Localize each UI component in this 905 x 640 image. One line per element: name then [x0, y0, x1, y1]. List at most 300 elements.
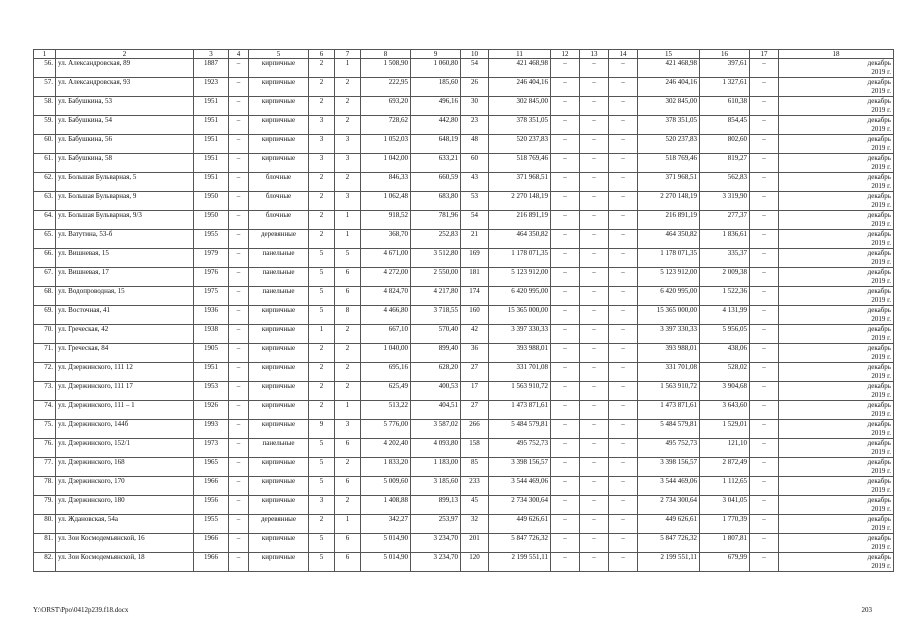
cell-c6: 5	[309, 553, 335, 572]
cell-m2: 2019 г.	[779, 505, 894, 514]
cell-c12: –	[551, 344, 580, 363]
cell-c6: 2	[309, 515, 335, 534]
cell-c7: 3	[335, 192, 361, 211]
cell-c13: –	[580, 325, 609, 344]
cell-year: 1951	[194, 135, 229, 154]
cell-c6: 2	[309, 59, 335, 78]
cell-c15: 495 752,73	[638, 439, 700, 458]
cell-c16: 277,37	[700, 211, 750, 230]
column-number: 12	[551, 50, 580, 59]
cell-c8: 5 014,90	[361, 553, 411, 572]
cell-year: 1950	[194, 192, 229, 211]
cell-c17: –	[750, 325, 779, 344]
cell-mat: кирпичные	[249, 97, 309, 116]
cell-c15: 3 398 156,57	[638, 458, 700, 477]
cell-c4: –	[229, 154, 249, 173]
cell-c15: 1 178 071,35	[638, 249, 700, 268]
cell-c12: –	[551, 135, 580, 154]
cell-c10: 181	[461, 268, 489, 287]
cell-m2: 2019 г.	[779, 125, 894, 134]
cell-m2: 2019 г.	[779, 543, 894, 552]
cell-n: 75.	[34, 420, 56, 439]
cell-m2: 2019 г.	[779, 562, 894, 571]
cell-n: 66.	[34, 249, 56, 268]
cell-c13: –	[580, 59, 609, 78]
cell-year: 1973	[194, 439, 229, 458]
cell-c12: –	[551, 268, 580, 287]
cell-c12: –	[551, 439, 580, 458]
cell-year: 1887	[194, 59, 229, 78]
cell-c14: –	[609, 344, 638, 363]
cell-c17: –	[750, 78, 779, 97]
cell-c4: –	[229, 211, 249, 230]
cell-c12: –	[551, 116, 580, 135]
cell-c9: 2 550,00	[411, 268, 461, 287]
cell-n: 81.	[34, 534, 56, 553]
cell-c15: 5 847 726,32	[638, 534, 700, 553]
cell-m1: декабрь	[779, 477, 894, 487]
cell-year: 1951	[194, 173, 229, 192]
cell-c8: 1 408,88	[361, 496, 411, 515]
cell-c4: –	[229, 59, 249, 78]
cell-c11: 15 365 000,00	[489, 306, 551, 325]
cell-c7: 3	[335, 154, 361, 173]
cell-year: 1966	[194, 553, 229, 572]
cell-c13: –	[580, 420, 609, 439]
cell-n: 60.	[34, 135, 56, 154]
cell-c7: 1	[335, 211, 361, 230]
cell-m1: декабрь	[779, 534, 894, 544]
cell-m1: декабрь	[779, 192, 894, 202]
cell-addr: ул. Дзержинского, 111 – 1	[56, 401, 194, 420]
cell-c17: –	[750, 534, 779, 553]
cell-c4: –	[229, 344, 249, 363]
cell-c9: 648,19	[411, 135, 461, 154]
cell-c15: 5 123 912,00	[638, 268, 700, 287]
cell-c11: 421 468,98	[489, 59, 551, 78]
cell-c10: 27	[461, 401, 489, 420]
cell-c9: 252,83	[411, 230, 461, 249]
cell-c10: 45	[461, 496, 489, 515]
cell-c4: –	[229, 192, 249, 211]
cell-c4: –	[229, 230, 249, 249]
cell-addr: ул. Бабушкина, 53	[56, 97, 194, 116]
cell-c6: 3	[309, 496, 335, 515]
cell-c17: –	[750, 458, 779, 477]
cell-year: 1955	[194, 515, 229, 534]
cell-c17: –	[750, 173, 779, 192]
cell-c7: 3	[335, 420, 361, 439]
cell-addr: ул. Водопроводная, 15	[56, 287, 194, 306]
cell-c17: –	[750, 477, 779, 496]
cell-c16: 1 522,36	[700, 287, 750, 306]
cell-c8: 695,16	[361, 363, 411, 382]
cell-c14: –	[609, 287, 638, 306]
cell-c12: –	[551, 192, 580, 211]
cell-c11: 216 891,19	[489, 211, 551, 230]
column-number: 18	[779, 50, 894, 59]
cell-mat: кирпичные	[249, 325, 309, 344]
cell-c9: 633,21	[411, 154, 461, 173]
cell-c17: –	[750, 515, 779, 534]
cell-c15: 2 734 300,64	[638, 496, 700, 515]
cell-c4: –	[229, 116, 249, 135]
cell-c14: –	[609, 401, 638, 420]
table-row	[34, 325, 894, 335]
table-row	[34, 268, 894, 278]
cell-mat: кирпичные	[249, 78, 309, 97]
cell-mat: кирпичные	[249, 553, 309, 572]
cell-m2: 2019 г.	[779, 429, 894, 438]
cell-year: 1951	[194, 116, 229, 135]
cell-n: 77.	[34, 458, 56, 477]
cell-m1: декабрь	[779, 420, 894, 430]
cell-c17: –	[750, 211, 779, 230]
cell-m2: 2019 г.	[779, 201, 894, 210]
cell-mat: деревянные	[249, 230, 309, 249]
cell-m1: декабрь	[779, 135, 894, 145]
cell-c6: 5	[309, 268, 335, 287]
cell-m1: декабрь	[779, 268, 894, 278]
cell-n: 78.	[34, 477, 56, 496]
cell-c6: 5	[309, 306, 335, 325]
cell-c14: –	[609, 496, 638, 515]
cell-m1: декабрь	[779, 401, 894, 411]
cell-mat: кирпичные	[249, 344, 309, 363]
cell-c13: –	[580, 211, 609, 230]
cell-c6: 2	[309, 382, 335, 401]
cell-c15: 520 237,83	[638, 135, 700, 154]
cell-mat: кирпичные	[249, 363, 309, 382]
cell-mat: блочные	[249, 192, 309, 211]
cell-m2: 2019 г.	[779, 372, 894, 381]
cell-year: 1923	[194, 78, 229, 97]
cell-c11: 3 397 330,33	[489, 325, 551, 344]
table-row	[34, 534, 894, 544]
column-number: 14	[609, 50, 638, 59]
cell-c17: –	[750, 192, 779, 211]
cell-c6: 5	[309, 287, 335, 306]
column-number: 11	[489, 50, 551, 59]
cell-c16: 528,02	[700, 363, 750, 382]
cell-c16: 1 112,65	[700, 477, 750, 496]
cell-n: 57.	[34, 78, 56, 97]
cell-addr: ул. Большая Бульварная, 5	[56, 173, 194, 192]
cell-c8: 5 009,60	[361, 477, 411, 496]
cell-addr: ул. Дзержинского, 170	[56, 477, 194, 496]
table-row	[34, 401, 894, 411]
cell-c17: –	[750, 553, 779, 572]
cell-year: 1950	[194, 211, 229, 230]
table-row	[34, 154, 894, 164]
cell-addr: ул. Зои Космодемьянской, 16	[56, 534, 194, 553]
cell-addr: ул. Александровская, 93	[56, 78, 194, 97]
table-row	[34, 230, 894, 240]
cell-c11: 5 847 726,32	[489, 534, 551, 553]
table-row	[34, 477, 894, 487]
cell-addr: ул. Греческая, 84	[56, 344, 194, 363]
cell-c7: 6	[335, 268, 361, 287]
table-row	[34, 192, 894, 202]
cell-c15: 15 365 000,00	[638, 306, 700, 325]
cell-c11: 3 544 469,06	[489, 477, 551, 496]
table-row	[34, 553, 894, 563]
cell-c17: –	[750, 59, 779, 78]
cell-c14: –	[609, 268, 638, 287]
cell-c13: –	[580, 173, 609, 192]
cell-mat: панельные	[249, 287, 309, 306]
cell-addr: ул. Дзержинского, 180	[56, 496, 194, 515]
cell-c14: –	[609, 59, 638, 78]
cell-c13: –	[580, 515, 609, 534]
cell-c15: 449 626,61	[638, 515, 700, 534]
cell-year: 1936	[194, 306, 229, 325]
cell-c7: 2	[335, 78, 361, 97]
cell-c16: 3 319,90	[700, 192, 750, 211]
cell-c4: –	[229, 363, 249, 382]
cell-c6: 5	[309, 477, 335, 496]
cell-c14: –	[609, 363, 638, 382]
cell-c17: –	[750, 363, 779, 382]
cell-c6: 2	[309, 78, 335, 97]
cell-c11: 6 420 995,00	[489, 287, 551, 306]
cell-n: 70.	[34, 325, 56, 344]
cell-addr: ул. Дзержинского, 111 12	[56, 363, 194, 382]
column-number: 6	[309, 50, 335, 59]
cell-c13: –	[580, 287, 609, 306]
cell-n: 61.	[34, 154, 56, 173]
cell-c9: 4 217,80	[411, 287, 461, 306]
cell-c11: 2 734 300,64	[489, 496, 551, 515]
column-number: 10	[461, 50, 489, 59]
table-row	[34, 249, 894, 259]
cell-c11: 2 270 148,19	[489, 192, 551, 211]
cell-m1: декабрь	[779, 382, 894, 392]
cell-m2: 2019 г.	[779, 144, 894, 153]
cell-c13: –	[580, 192, 609, 211]
cell-c15: 378 351,05	[638, 116, 700, 135]
cell-c12: –	[551, 363, 580, 382]
cell-c8: 625,49	[361, 382, 411, 401]
cell-c16: 679,99	[700, 553, 750, 572]
cell-c10: 48	[461, 135, 489, 154]
cell-n: 58.	[34, 97, 56, 116]
cell-c8: 1 042,00	[361, 154, 411, 173]
cell-mat: блочные	[249, 211, 309, 230]
table-row	[34, 97, 894, 107]
cell-c14: –	[609, 306, 638, 325]
cell-m2: 2019 г.	[779, 182, 894, 191]
cell-c6: 2	[309, 401, 335, 420]
cell-c16: 2 009,38	[700, 268, 750, 287]
cell-c6: 2	[309, 192, 335, 211]
cell-c11: 1 178 071,35	[489, 249, 551, 268]
cell-c15: 421 468,98	[638, 59, 700, 78]
cell-c7: 6	[335, 553, 361, 572]
cell-c16: 397,61	[700, 59, 750, 78]
cell-c6: 3	[309, 116, 335, 135]
cell-c14: –	[609, 439, 638, 458]
cell-c11: 464 350,82	[489, 230, 551, 249]
cell-c10: 27	[461, 363, 489, 382]
cell-c6: 5	[309, 534, 335, 553]
cell-c10: 169	[461, 249, 489, 268]
column-number: 17	[750, 50, 779, 59]
table-row	[34, 135, 894, 145]
cell-mat: кирпичные	[249, 116, 309, 135]
cell-c12: –	[551, 211, 580, 230]
cell-c9: 628,20	[411, 363, 461, 382]
cell-c6: 5	[309, 458, 335, 477]
cell-addr: ул. Дзержинского, 168	[56, 458, 194, 477]
cell-c14: –	[609, 382, 638, 401]
cell-mat: кирпичные	[249, 154, 309, 173]
cell-c11: 331 701,08	[489, 363, 551, 382]
cell-c14: –	[609, 325, 638, 344]
cell-c16: 562,83	[700, 173, 750, 192]
cell-c4: –	[229, 553, 249, 572]
cell-c11: 302 845,00	[489, 97, 551, 116]
cell-addr: ул. Бабушкина, 58	[56, 154, 194, 173]
cell-c11: 393 988,01	[489, 344, 551, 363]
cell-c4: –	[229, 534, 249, 553]
cell-c10: 158	[461, 439, 489, 458]
column-number: 13	[580, 50, 609, 59]
cell-c11: 378 351,05	[489, 116, 551, 135]
cell-year: 1951	[194, 363, 229, 382]
cell-c10: 174	[461, 287, 489, 306]
cell-c13: –	[580, 344, 609, 363]
cell-c16: 1 327,61	[700, 78, 750, 97]
cell-c17: –	[750, 230, 779, 249]
cell-m1: декабрь	[779, 344, 894, 354]
cell-mat: блочные	[249, 173, 309, 192]
cell-mat: деревянные	[249, 515, 309, 534]
cell-c10: 201	[461, 534, 489, 553]
cell-year: 1966	[194, 477, 229, 496]
cell-m1: декабрь	[779, 154, 894, 164]
cell-c17: –	[750, 116, 779, 135]
cell-c11: 449 626,61	[489, 515, 551, 534]
cell-addr: ул. Александровская, 89	[56, 59, 194, 78]
cell-c9: 660,59	[411, 173, 461, 192]
cell-c8: 1 040,00	[361, 344, 411, 363]
cell-c7: 2	[335, 116, 361, 135]
cell-c4: –	[229, 515, 249, 534]
cell-c4: –	[229, 97, 249, 116]
cell-c15: 464 350,82	[638, 230, 700, 249]
cell-n: 80.	[34, 515, 56, 534]
cell-c15: 371 968,51	[638, 173, 700, 192]
table-row	[34, 420, 894, 430]
cell-c4: –	[229, 458, 249, 477]
cell-c6: 2	[309, 97, 335, 116]
column-number: 7	[335, 50, 361, 59]
cell-m2: 2019 г.	[779, 410, 894, 419]
cell-mat: кирпичные	[249, 477, 309, 496]
cell-c9: 4 093,80	[411, 439, 461, 458]
cell-c8: 1 833,20	[361, 458, 411, 477]
cell-c13: –	[580, 401, 609, 420]
cell-c7: 2	[335, 344, 361, 363]
cell-c7: 6	[335, 477, 361, 496]
cell-m2: 2019 г.	[779, 524, 894, 533]
cell-c7: 1	[335, 59, 361, 78]
cell-c7: 2	[335, 363, 361, 382]
cell-c12: –	[551, 306, 580, 325]
cell-mat: кирпичные	[249, 420, 309, 439]
cell-c16: 2 872,49	[700, 458, 750, 477]
cell-c8: 5 776,00	[361, 420, 411, 439]
cell-c8: 4 671,00	[361, 249, 411, 268]
cell-year: 1976	[194, 268, 229, 287]
cell-c14: –	[609, 78, 638, 97]
cell-c9: 3 587,02	[411, 420, 461, 439]
cell-c11: 520 237,83	[489, 135, 551, 154]
column-number: 3	[194, 50, 229, 59]
cell-c12: –	[551, 420, 580, 439]
cell-c7: 2	[335, 97, 361, 116]
cell-c15: 216 891,19	[638, 211, 700, 230]
cell-m1: декабрь	[779, 306, 894, 316]
cell-c4: –	[229, 439, 249, 458]
cell-m2: 2019 г.	[779, 315, 894, 324]
cell-c8: 667,10	[361, 325, 411, 344]
table-row	[34, 78, 894, 88]
cell-c4: –	[229, 78, 249, 97]
cell-addr: ул. Вишневая, 15	[56, 249, 194, 268]
cell-c8: 1 508,90	[361, 59, 411, 78]
cell-c8: 728,62	[361, 116, 411, 135]
cell-c9: 899,13	[411, 496, 461, 515]
cell-c10: 54	[461, 59, 489, 78]
column-number: 4	[229, 50, 249, 59]
cell-c7: 6	[335, 287, 361, 306]
cell-m2: 2019 г.	[779, 163, 894, 172]
cell-c15: 6 420 995,00	[638, 287, 700, 306]
cell-c16: 1 807,81	[700, 534, 750, 553]
cell-n: 65.	[34, 230, 56, 249]
cell-c14: –	[609, 534, 638, 553]
cell-c9: 781,96	[411, 211, 461, 230]
cell-c6: 2	[309, 344, 335, 363]
cell-c8: 4 272,00	[361, 268, 411, 287]
cell-m2: 2019 г.	[779, 239, 894, 248]
cell-mat: панельные	[249, 249, 309, 268]
cell-c11: 518 769,46	[489, 154, 551, 173]
cell-c12: –	[551, 59, 580, 78]
cell-m2: 2019 г.	[779, 277, 894, 286]
cell-year: 1951	[194, 154, 229, 173]
cell-c14: –	[609, 116, 638, 135]
cell-c16: 819,27	[700, 154, 750, 173]
cell-mat: кирпичные	[249, 534, 309, 553]
cell-c8: 1 062,48	[361, 192, 411, 211]
cell-c8: 918,52	[361, 211, 411, 230]
cell-year: 1905	[194, 344, 229, 363]
cell-c17: –	[750, 97, 779, 116]
cell-c12: –	[551, 173, 580, 192]
cell-m1: декабрь	[779, 363, 894, 373]
cell-c11: 495 752,73	[489, 439, 551, 458]
cell-c13: –	[580, 306, 609, 325]
table-row	[34, 458, 894, 468]
cell-c10: 160	[461, 306, 489, 325]
column-number-row	[34, 50, 894, 59]
cell-c11: 371 968,51	[489, 173, 551, 192]
cell-c13: –	[580, 534, 609, 553]
cell-c4: –	[229, 268, 249, 287]
